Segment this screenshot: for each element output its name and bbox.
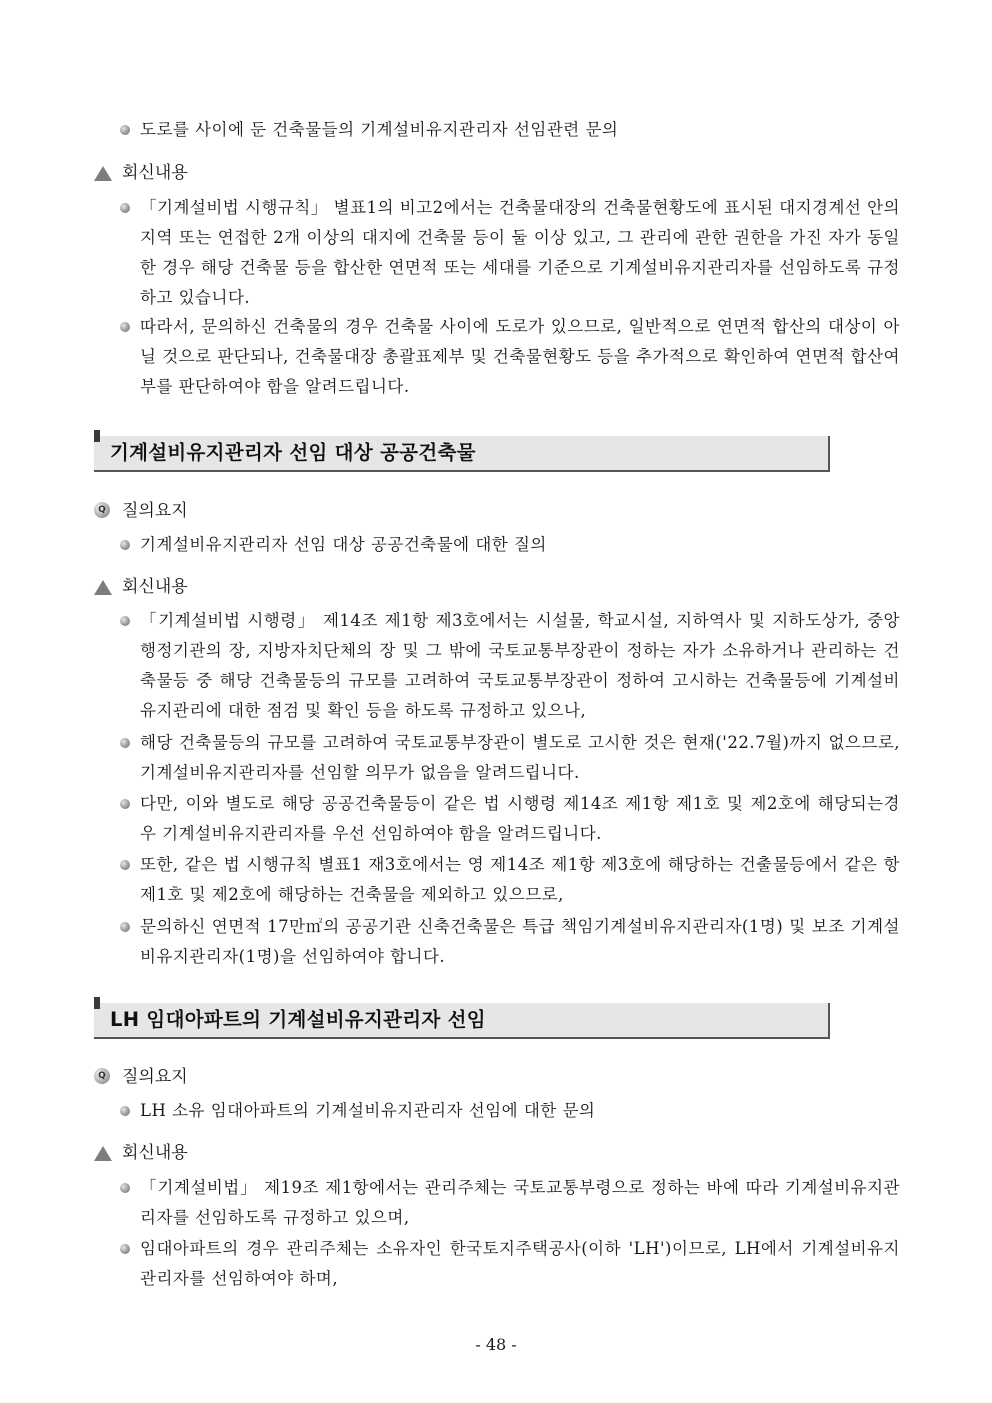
answer-heading: 회신내용 xyxy=(94,574,188,600)
bullet-icon xyxy=(120,799,130,809)
bullet-icon xyxy=(120,125,130,135)
question-heading: Q 질의요지 xyxy=(94,1064,188,1090)
question-heading: Q 질의요지 xyxy=(94,498,188,524)
list-item: 또한, 같은 법 시행규칙 별표1 재3호에서는 영 제14조 제1항 제3호에 해당하는 건출물등에서 같은 항 제1호 및 제2호에 해당하는 건축물을 제외하고 있으므로, xyxy=(120,850,900,910)
bullet-icon xyxy=(120,1106,130,1116)
list-item: 「기계설비법」 제19조 제1항에서는 관리주체는 국토교통부령으로 정하는 바에 따라 기계설비유지관리자를 선임하도록 규정하고 있으며, xyxy=(120,1173,900,1233)
section-marker xyxy=(94,430,100,442)
q-circle-icon: Q xyxy=(94,502,110,518)
triangle-icon xyxy=(94,580,112,595)
page-number: - 48 - xyxy=(475,1335,517,1354)
list-item: 임대아파트의 경우 관리주체는 소유자인 한국토지주택공사(이하 'LH')이므로, LH에서 기계설비유지관리자를 선임하여야 하며, xyxy=(120,1234,900,1294)
item-text: 도로를 사이에 둔 건축물들의 기계설비유지관리자 선임관련 문의 xyxy=(140,120,619,139)
list-item: 「기계설비법 시행규칙」 별표1의 비고2에서는 건축물대장의 건축물현황도에 표시된 대지경계선 안의 지역 또는 연접한 2개 이상의 대지에 건축물 등이 둘 이상 있고, 그 관리에 관한 권한을 가진 자가 동일한 경우 해당 건축물 등을 합산한 연면적 또는 세대를 기준으로 기계설비유지관리자를 선임하도록 규정하고 있습니다. xyxy=(120,193,900,313)
triangle-icon xyxy=(94,1146,112,1161)
list-item: 다만, 이와 별도로 해당 공공건축물등이 같은 법 시행령 제14조 제1항 제1호 및 제2호에 해당되는경우 기계설비유지관리자를 우선 선임하여야 함을 알려드립니다. xyxy=(120,789,900,849)
bullet-icon xyxy=(120,1183,130,1193)
section-title: 기계설비유지관리자 선임 대상 공공건축물 xyxy=(110,441,476,464)
bullet-icon xyxy=(120,322,130,332)
section-header xyxy=(94,1003,830,1039)
bullet-icon xyxy=(120,540,130,550)
section-marker xyxy=(94,997,100,1009)
list-item: 해당 건축물등의 규모를 고려하여 국토교통부장관이 별도로 고시한 것은 현재('22.7월)까지 없으므로, 기계설비유지관리자를 선임할 의무가 없음을 알려드립니다. xyxy=(120,728,900,788)
bullet-icon xyxy=(120,616,130,626)
list-item: 따라서, 문의하신 건축물의 경우 건축물 사이에 도로가 있으므로, 일반적으로 연면적 합산의 대상이 아닐 것으로 판단되나, 건축물대장 총괄표제부 및 건축물현황도 등을 추가적으로 확인하여 연면적 합산여부를 판단하여야 함을 알려드립니다. xyxy=(120,312,900,402)
bullet-icon xyxy=(120,860,130,870)
list-item: 문의하신 연면적 17만㎡의 공공기관 신축건축물은 특급 책임기계설비유지관리자(1명) 및 보조 기계설비유지관리자(1명)을 선임하여야 합니다. xyxy=(120,912,900,972)
list-item: 「기계설비법 시행령」 제14조 제1항 제3호에서는 시설물, 학교시설, 지하역사 및 지하도상가, 중앙행정기관의 장, 지방자치단체의 장 및 그 밖에 국토교통부장관이 정하는 자가 소유하거나 관리하는 건축물등 중 해당 건축물등의 규모를 고려하여 국토교통부장관이 정하여 고시하는 건축물등에 기계설비 유지관리에 대한 점검 및 확인 등을 하도록 규정하고 있으나, xyxy=(120,606,900,726)
bullet-icon xyxy=(120,1244,130,1254)
section-header xyxy=(94,436,830,472)
bullet-icon xyxy=(120,922,130,932)
list-item xyxy=(120,115,900,145)
list-item: LH 소유 임대아파트의 기계설비유지관리자 선임에 대한 문의 xyxy=(120,1096,900,1126)
list-item: 기계설비유지관리자 선임 대상 공공건축물에 대한 질의 xyxy=(120,530,900,560)
section-title: LH 임대아파트의 기계설비유지관리자 선임 xyxy=(110,1008,486,1031)
answer-heading: 회신내용 xyxy=(94,1140,188,1166)
bullet-icon xyxy=(120,738,130,748)
bullet-icon xyxy=(120,203,130,213)
answer-heading: 회신내용 xyxy=(94,160,188,186)
q-circle-icon: Q xyxy=(94,1068,110,1084)
triangle-icon xyxy=(94,166,112,181)
